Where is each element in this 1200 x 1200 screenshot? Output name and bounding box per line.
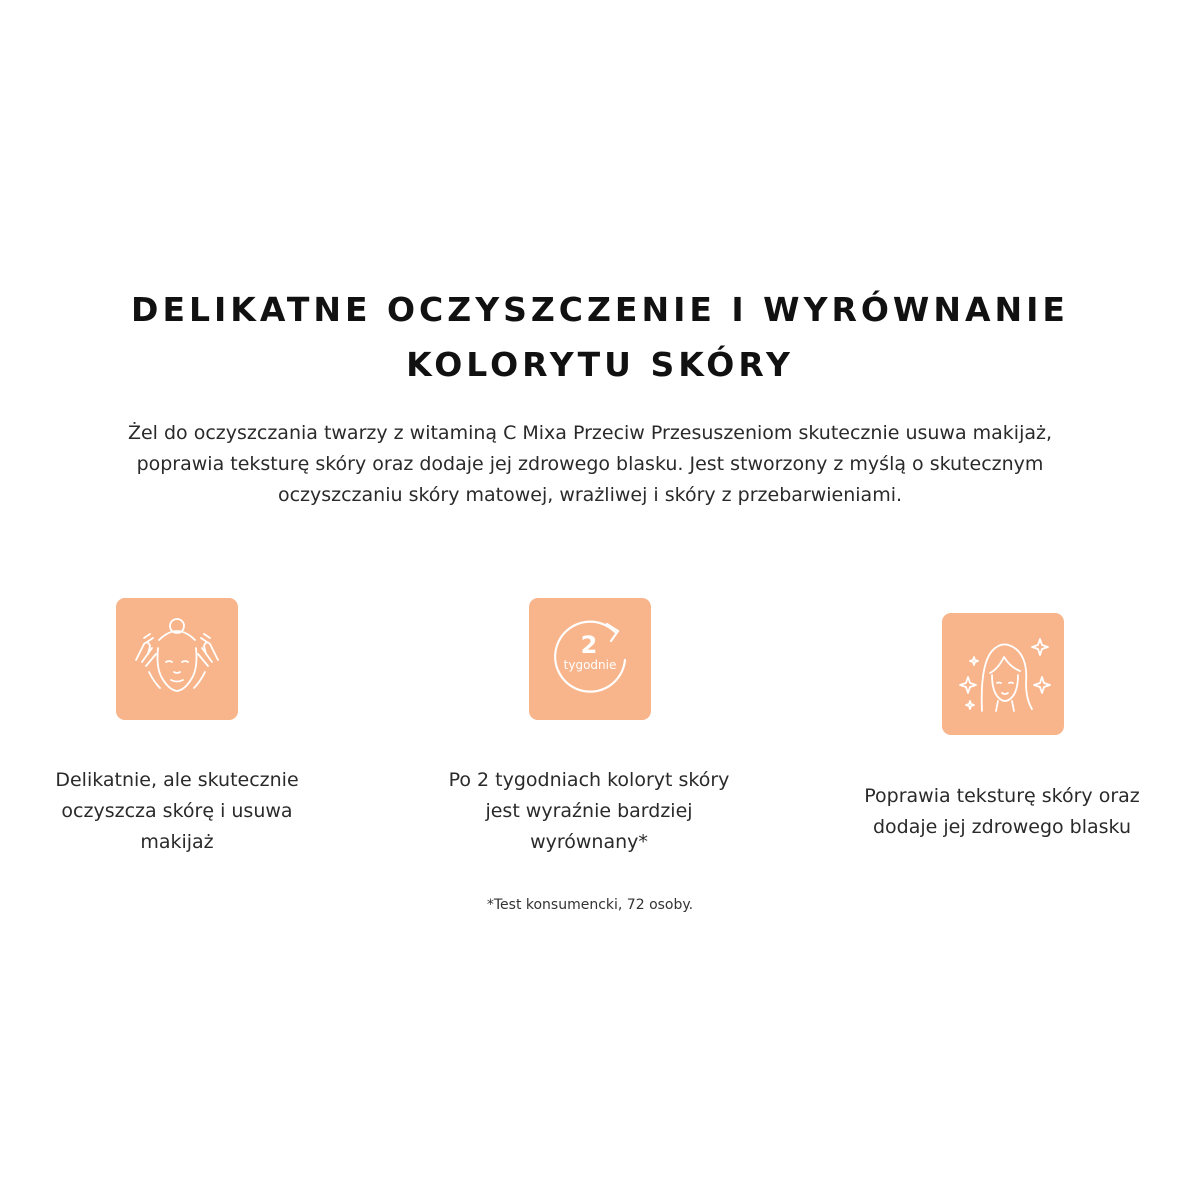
- feature-2-text: [429, 765, 749, 858]
- heading-line-1: DELIKATNE OCZYSZCZENIE I WYRÓWNANIE: [131, 290, 1069, 329]
- two-weeks-number: 2: [580, 631, 598, 659]
- glowing-face-icon: [942, 613, 1064, 735]
- feature-1-line-3: makijaż: [140, 831, 214, 853]
- face-cleansing-icon: [116, 598, 238, 720]
- heading-line-2: KOLORYTU SKÓRY: [406, 345, 794, 384]
- intro-line-2: poprawia teksturę skóry oraz dodaje jej zdrowego blasku. Jest stworzony z myślą o skutecznym: [136, 453, 1044, 475]
- footnote: *Test konsumencki, 72 osoby.: [486, 897, 694, 913]
- feature-1-text: [17, 765, 337, 858]
- feature-3-text: [842, 781, 1162, 843]
- feature-2-line-1: Po 2 tygodniach koloryt skóry: [448, 769, 730, 791]
- feature-3-line-2: dodaje jej zdrowego blasku: [872, 816, 1132, 838]
- two-weeks-icon: [529, 598, 651, 720]
- feature-3-icon-box: [942, 613, 1064, 735]
- feature-2-line-2: jest wyraźnie bardziej: [485, 800, 693, 822]
- feature-1-line-2: oczyszcza skórę i usuwa: [61, 800, 293, 822]
- intro-paragraph: [80, 418, 1100, 511]
- feature-2-icon-box: [529, 598, 651, 720]
- intro-line-1: Żel do oczyszczania twarzy z witaminą C Mixa Przeciw Przesuszeniom skutecznie usuwa makijaż,: [127, 422, 1053, 444]
- section-heading: [0, 282, 1200, 392]
- feature-1-line-1: Delikatnie, ale skutecznie: [55, 769, 299, 791]
- two-weeks-caption: tygodnie: [563, 658, 617, 672]
- feature-1-icon-box: [116, 598, 238, 720]
- feature-2-line-3: wyrównany*: [530, 831, 648, 853]
- feature-3-line-1: Poprawia teksturę skóry oraz: [864, 785, 1140, 807]
- intro-line-3: oczyszczaniu skóry matowej, wrażliwej i skóry z przebarwieniami.: [277, 484, 903, 506]
